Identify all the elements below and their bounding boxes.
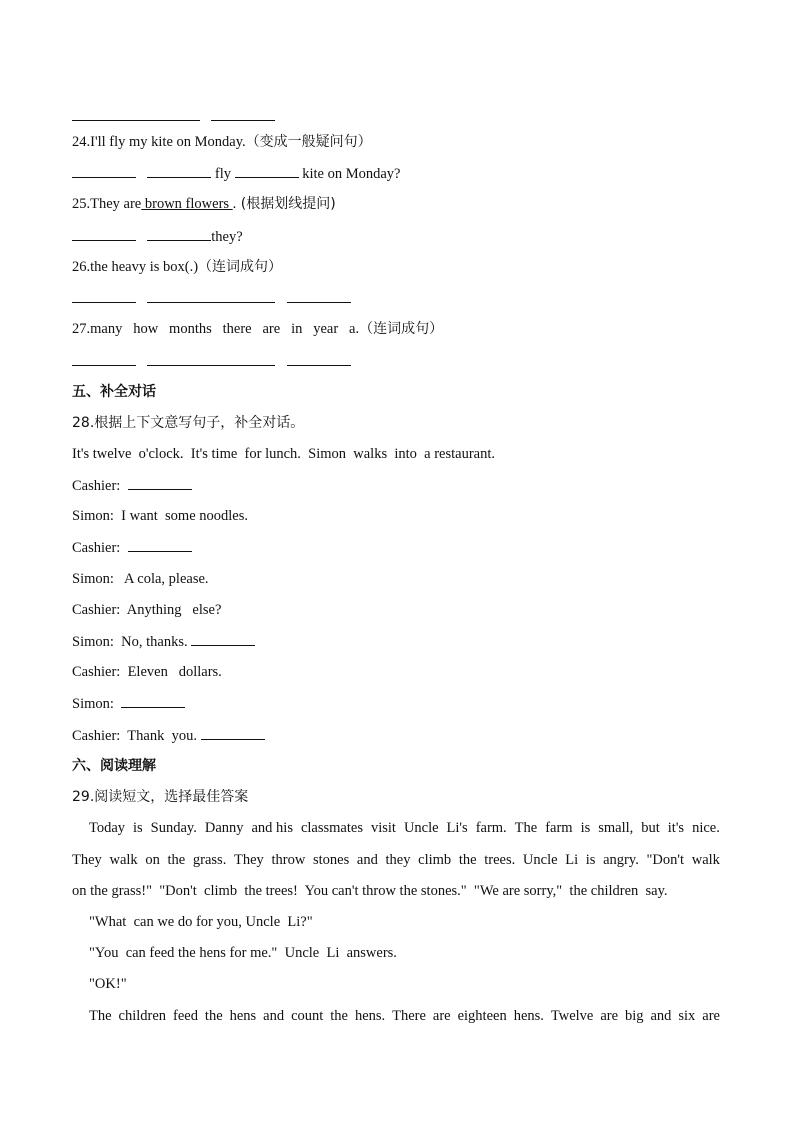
passage-word: the [167, 852, 186, 868]
dialogue-text: Simon: No, thanks. [72, 634, 192, 650]
passage-word: climb [418, 852, 452, 868]
blank[interactable] [72, 288, 136, 303]
passage-word: Today [89, 820, 126, 836]
passage-word: on [145, 852, 160, 868]
passage-word: They [234, 852, 264, 868]
dialogue-text: Simon: [72, 696, 122, 713]
passage-word: the [330, 1008, 348, 1024]
passage-word: walk [109, 852, 138, 868]
passage-word: The [89, 1008, 112, 1024]
dialogue-line [72, 693, 185, 714]
passage-word: and his [251, 820, 293, 836]
passage-word: feed [173, 1008, 198, 1024]
passage-word: are [432, 1008, 451, 1024]
passage-ok: "OK!" [89, 976, 127, 992]
passage-word: classmates [300, 820, 363, 836]
passage-word: farm. [475, 820, 507, 836]
passage-line [72, 1006, 720, 1026]
passage-word: throw [271, 852, 306, 868]
passage-word: children [118, 1008, 167, 1024]
answer-line-26 [72, 288, 351, 309]
question-27 [72, 319, 443, 339]
blank[interactable] [235, 163, 299, 178]
passage-word: count [291, 1008, 324, 1024]
passage-word: Sunday. [150, 820, 197, 836]
passage-word: There [392, 1008, 426, 1024]
blank[interactable] [147, 351, 275, 366]
dialogue-line [72, 475, 192, 496]
passage-line: on the grass!" "Don't climb the trees! You can't throw the stones." "We are sorry," the children say. [72, 883, 668, 899]
passage-word: eighteen [457, 1008, 507, 1024]
passage-word: Li [565, 852, 579, 868]
question-25-suffix: . [232, 196, 237, 212]
passage-word: are [600, 1008, 619, 1024]
blank[interactable] [72, 226, 136, 241]
passage-word: but [641, 820, 660, 836]
blank[interactable] [147, 288, 275, 303]
question-25-note: (根据划线提问) [236, 196, 336, 212]
question-29-prompt: 29.阅读短文，选择最佳答案 [72, 789, 249, 805]
passage-word: and [356, 852, 378, 868]
answer-line-27 [72, 351, 351, 372]
passage-word: grass. [192, 852, 227, 868]
passage-word: nice. [692, 820, 720, 836]
question-26-note: （连词成句） [198, 259, 283, 275]
passage-word: the [204, 1008, 223, 1024]
question-24-note: （变成一般疑问句） [245, 134, 372, 150]
passage-word: is [580, 820, 591, 836]
passage-word: are [702, 1008, 720, 1024]
blank[interactable] [72, 351, 136, 366]
passage-line [72, 818, 720, 838]
dialogue-line [72, 662, 222, 682]
passage-word: hens. [354, 1008, 386, 1024]
dialogue-text: Cashier: Thank you. [72, 727, 201, 744]
blank[interactable] [287, 288, 351, 303]
answer-line-24 [72, 163, 401, 184]
passage-word: angry. [603, 852, 639, 868]
blank[interactable] [72, 163, 136, 178]
passage-answer: "You can feed the hens for me." Uncle Li answers. [89, 945, 397, 961]
section-5-title: 五、补全对话 [72, 384, 156, 400]
question-25-prefix: 25.They are [72, 196, 142, 212]
question-28-prompt: 28.根据上下文意写句子，补全对话。 [72, 415, 305, 431]
dialogue-line [72, 569, 209, 589]
passage-word: hens. [513, 1008, 544, 1024]
blank[interactable] [191, 631, 255, 646]
blank[interactable] [147, 163, 211, 178]
answer-25-tail: they? [211, 229, 243, 245]
passage-word: Li's [446, 820, 468, 836]
blank[interactable] [147, 226, 211, 241]
dialogue-text: Simon: I want some noodles. [72, 508, 249, 525]
question-26-text: 26.the heavy is box(.) [72, 259, 199, 275]
passage-word: small, [598, 820, 634, 836]
passage-word: visit [370, 820, 396, 836]
blank[interactable] [128, 537, 192, 552]
passage-word: is [133, 820, 143, 836]
blank[interactable] [128, 475, 192, 490]
answer-24-tail: kite on Monday? [298, 166, 401, 182]
section-6-title: 六、阅读理解 [72, 758, 156, 774]
passage-word: Twelve [550, 1008, 594, 1024]
passage-word: is [585, 852, 596, 868]
blank[interactable] [211, 106, 275, 121]
blank[interactable] [201, 725, 265, 740]
blank[interactable] [72, 106, 200, 121]
passage-word: hens [229, 1008, 257, 1024]
blank[interactable] [121, 693, 185, 708]
passage-word: Uncle [522, 852, 558, 868]
passage-word: they [385, 852, 411, 868]
question-27-text: 27.many how months there are in year a. [72, 321, 360, 337]
question-25-underlined: brown flowers [141, 196, 233, 212]
answer-line-25 [72, 226, 243, 247]
dialogue-line [72, 600, 221, 620]
answer-24-word: fly [211, 166, 235, 182]
dialogue-text: Cashier: [72, 478, 128, 494]
dialogue-line [72, 631, 255, 652]
passage-word: and [263, 1008, 285, 1024]
passage-word: it's [667, 820, 685, 836]
dialogue-text: Cashier: Anything else? [72, 601, 222, 618]
question-27-note: （连词成句） [359, 321, 444, 337]
passage-word: farm [545, 820, 573, 836]
dialogue-text: Cashier: Eleven dollars. [72, 664, 222, 681]
passage-word: big [624, 1008, 644, 1024]
passage-word: Danny [204, 820, 244, 836]
answer-line-23 [72, 106, 275, 127]
passage-word: stones [312, 852, 350, 868]
passage-question: "What can we do for you, Uncle Li?" [89, 914, 313, 930]
passage-word: The [514, 820, 538, 836]
passage-word: walk [691, 852, 720, 868]
dialogue-text: Simon: A cola, please. [72, 570, 209, 587]
passage-word: They [72, 852, 102, 868]
dialogue-line [72, 725, 265, 746]
passage-word: six [678, 1008, 696, 1024]
question-26 [72, 257, 282, 277]
dialogue-line [72, 506, 248, 526]
passage-line [72, 850, 720, 870]
question-24 [72, 132, 372, 152]
blank[interactable] [287, 351, 351, 366]
dialogue-text: Cashier: [72, 540, 128, 557]
dialogue-line [72, 537, 192, 558]
passage-word: and [650, 1008, 672, 1024]
question-25 [72, 194, 336, 214]
passage-word: Uncle [403, 820, 439, 836]
passage-word: the [458, 852, 477, 868]
passage-word: trees. [484, 852, 516, 868]
passage-word: "Don't [646, 852, 685, 868]
dialogue-intro: It's twelve o'clock. It's time for lunch. Simon walks into a restaurant. [72, 446, 496, 462]
question-24-text: 24.I'll fly my kite on Monday. [72, 134, 246, 150]
